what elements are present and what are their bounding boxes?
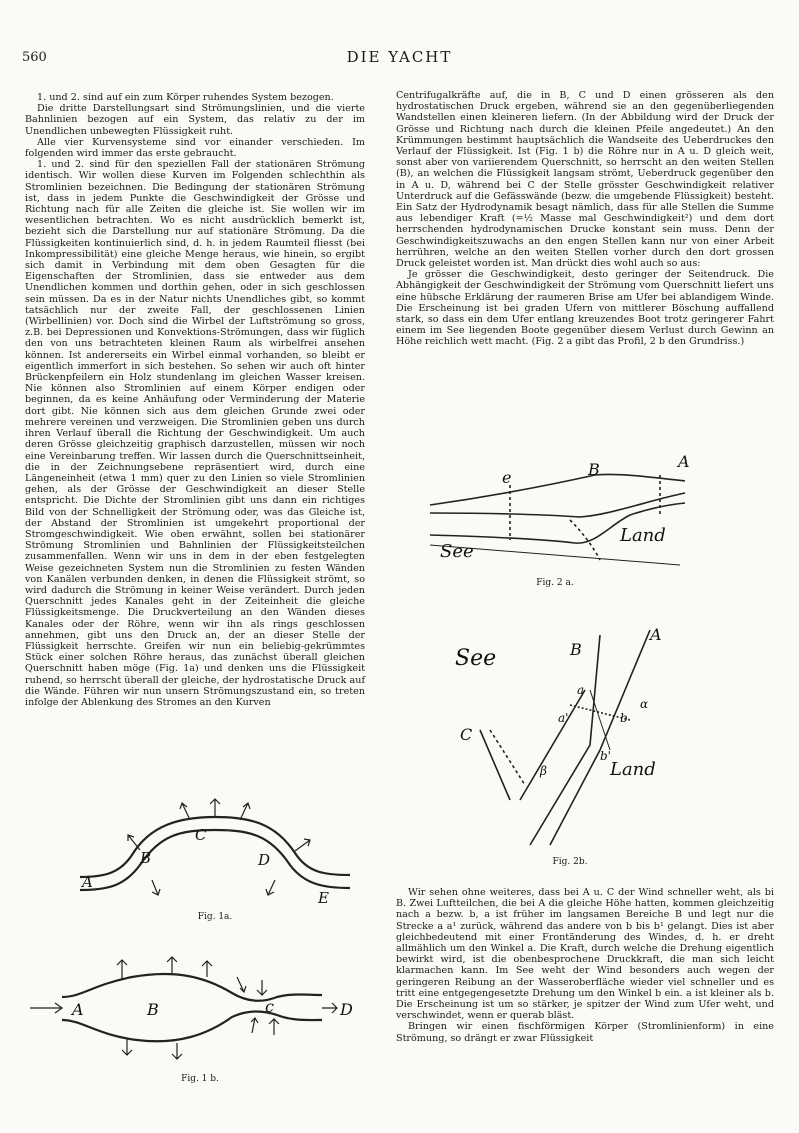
paragraph: Je grösser die Geschwindigkeit, desto geringer der Seitendruck. Die Abhängigkeit der Geschwindigkeit der Strömung vom Querschnitt liefert uns eine hübsche Erklärung der raumeren Brise am Ufer bei ablandigem Winde. Die Erscheinung ist bei graden Ufern von mittlerer Böschung auffallend stark, so dass ein dem Ufer entlang kreuzendes Boot trotz geringerer Fahrt einem im See liegenden Boote gegenüber diesem Verlust durch Gewinn an Höhe reichlich wett macht. (Fig. 2 a gibt das Profil, 2 b den Grundriss.)	[396, 269, 774, 348]
fig2b-label-beta: β	[540, 764, 547, 778]
fig2b-label-a-prime: a'	[558, 711, 569, 725]
paragraph: 1. und 2. sind für den speziellen Fall der stationären Strömung identisch. Wir wollen diese Kurven im Folgenden schlechthin als Stromlinien bezeichnen. Die Bedingung der stationären Strömung ist, dass in jedem Punkte die Geschwindigkeit der Grösse und Richtung nach für alle Zeiten die gleiche ist. Sie wollen wir im wesentlichen betrachten. Wo es nicht ausdrücklich bemerkt ist, bezieht sich die Darstellung nur auf stationäre Strömung. Da die Flüssigkeiten kontinuierlich sind, d. h. in jedem Raumteil fliesst (bei Inkompressibilität) eine gleiche Menge heraus, wie hinein, so ergibt sich damit in Verbindung mit dem oben Gesagten für die Eigenschaften der Stromlinien, dass sie entweder aus dem Unendlichen kommen und dorthin gehen, oder in sich geschlossen sein müssen. Da es in der Natur nichts Unendliches gibt, so kommt tatsächlich nur der zweite Fall, der geschlossenen Linien (Wirbellinien) vor. Doch sind die Wirbel der Luftströmung so gross, z.B. bei Depressionen und Konvektions-Strömungen, dass wir füglich den von uns betrachteten kleinen Raum als wirbelfrei ansehen können. Ist andererseits ein Wirbel einmal vorhanden, so bleibt er eigentlich immerfort in sich bestehen. So sehen wir auch oft hinter Brückenpfeilern ein Holz stundenlang im gleichen Wasser kreisen. Nie können also Stromlinien auf einem Körper endigen oder beginnen, da es keine Anhäufung oder Verminderung der Materie dort gibt. Nie können sich aus dem gleichen Grunde zwei oder mehrere vereinen und verzweigen. Die Stromlinien geben uns durch ihren Verlauf überall die Richtung der Geschwindigkeit. Um auch deren Grösse gleichzeitig graphisch darzustellen, müssen wir noch eine Vereinbarung treffen. Wir lassen durch die Querschnittseinheit, die in der Zeichnungsebene repräsentiert wird, durch eine Längeneinheit (etwa 1 mm) quer zu den Linien so viele Stromlinien gehen, als der Grösse der Geschwindigkeit an dieser Stelle entspricht. Die Dichte der Stromlinien gibt uns dann ein richtiges Bild von der Schnelligkeit der Strömung oder, was das Gleiche ist, der Abstand der Stromlinien ist umgekehrt proportional der Stromgeschwindigkeit. Wie oben erwähnt, sollen bei stationärer Strömung Stromlinien und Bahnlinien der Flüssigkeitsteilchen zusammenfallen. Wenn wir uns in dem in der eben festgelegten Weise gezeichneten System nun die Stromlinien zu festen Wänden von Kanälen verbunden denken, in denen die Flüssigkeit strömt, so wird dadurch die Strömung in keiner Weise verändert. Durch jeden Querschnitt jedes Kanales geht in der Zeiteinheit die gleiche Flüssigkeitsmenge. Die Druckverteilung an den Wänden dieses Kanales oder der Röhre, wenn wir ihn als rings geschlossen annehmen, gibt uns den Druck an, der an dieser Stelle der Flüssigkeit herrschte. Greifen wir nun ein beliebig-gekrümmtes Stück einer solchen Röhre heraus, das zunächst überall gleichen Querschnitt haben möge (Fig. 1a) und denken uns die Flüssigkeit ruhend, so herrscht überall der gleiche, der hydrostatische Druck auf die Wände. Führen wir nun unsern Strömungszustand ein, so treten infolge der Ablenkung des Stromes an den Kurven	[25, 159, 365, 708]
figure-1a	[70, 795, 360, 915]
fig2a-label-land: Land	[620, 525, 666, 546]
paragraph: Bringen wir einen fischförmigen Körper (Stromlinienform) in eine Strömung, so drängt er zwar Flüssigkeit	[396, 1021, 774, 1044]
figure-2a	[420, 445, 710, 575]
fig1a-label-e: E	[318, 889, 329, 907]
fig2a-caption: Fig. 2 a.	[536, 578, 574, 588]
paragraph: Die dritte Darstellungsart sind Strömungslinien, und die vierte Bahnlinien bezogen auf ein System, das relativ zu der im Unendlichen unbewegten Flüssigkeit ruht.	[25, 103, 365, 137]
fig1b-label-d: D	[340, 1000, 353, 1019]
page-number: 560	[22, 50, 47, 65]
fig2b-label-b-prime: b'	[600, 749, 611, 763]
fig2a-label-a: A	[678, 452, 690, 471]
fig2b-label-b-upper: B	[570, 640, 582, 659]
paragraph: Centrifugalkräfte auf, die in B, C und D einen grösseren als den hydrostatischen Druck ergeben, während sie an den gegenüberliegenden Wandstellen einen kleineren liefern. (In der Abbildung wird der Druck der Grösse und Richtung nach durch die kleinen Pfeile angedeutet.) An den Krümmungen bestimmt hauptsächlich die Wandseite des Ueberdruckes den Verlauf der Flüssigkeit. Ist (Fig. 1 b) die Röhre nur in A u. D gleich weit, sonst aber von variierendem Querschnitt, so herrscht an den weiten Stellen (B), an welchen die Flüssigkeit langsam strömt, Ueberdruck gegenüber den in A u. D, während bei C der Stelle grösster Geschwindigkeit relativer Unterdruck auf die Gefässwände (bezw. die umgebende Flüssigkeit) besteht. Ein Satz der Hydrodynamik besagt nämlich, dass für alle Stellen die Summe aus lebendiger Kraft (=½ Masse mal Geschwindigkeit²) und dem dort herrschenden hydrodynamischen Drucke konstant sein muss. Denn der Geschwindigkeitszuwachs an den engen Stellen kann nur von einer Arbeit herrühren, welche an den weiten Stellen vorher durch den dort grossen Druck geleistet worden ist. Man drückt dies wohl auch so aus:	[396, 90, 774, 270]
fig1b-label-a: A	[72, 1000, 84, 1019]
fig2b-caption: Fig. 2b.	[552, 857, 588, 867]
figure-2b	[450, 620, 720, 855]
fig2b-label-alpha: α	[640, 697, 649, 711]
fig1b-label-b: B	[147, 1000, 159, 1019]
fig2b-label-see: See	[455, 646, 497, 671]
fig2b-label-c: C	[460, 725, 473, 744]
bottom-right-column	[396, 887, 774, 1044]
fig2b-label-a-lower: a	[577, 683, 585, 697]
fig1b-label-c: c	[265, 997, 274, 1016]
figure-1b	[22, 955, 362, 1070]
fig2a-label-e: e	[502, 468, 512, 487]
left-column	[25, 92, 365, 708]
fig1b-caption: Fig. 1 b.	[181, 1074, 219, 1084]
paragraph: Wir sehen ohne weiteres, dass bei A u. C der Wind schneller weht, als bi B. Zwei Luftteilchen, die bei A die gleiche Höhe hatten, kommen gleichzeitig nach a bezw. b, a ist früher im langsamen Bereiche B und legt nur die Strecke a a¹ zurück, während das andere von b bis b¹ gelangt. Dies ist aber gleichbedeutend mit einer Frontänderung des Windes, d. h. er dreht allmählich um den Winkel a. Die Kraft, durch welche die Drehung eigentlich bewirkt wird, ist die obenbesprochene Druckkraft, die man sich leicht klarmachen kann. Im See weht der Wind besonders auch wegen der geringeren Reibung an der Wasseroberfläche wieder viel schneller und es tritt eine entgegengesetzte Drehung um den Winkel b ein. a ist kleiner als b. Die Erscheinung ist um so stärker, je spitzer der Wind zum Ufer weht, und verschwindet, wenn er querab bläst.	[396, 887, 774, 1022]
fig2b-label-land: Land	[610, 759, 656, 780]
fig1a-label-a: A	[82, 873, 93, 891]
fig2a-label-b: B	[588, 460, 600, 479]
paragraph: 1. und 2. sind auf ein zum Körper ruhendes System bezogen.	[37, 92, 334, 103]
fig1a-label-d: D	[258, 851, 271, 869]
fig2a-label-see: See	[440, 541, 474, 562]
right-column	[396, 90, 774, 348]
fig1a-label-b: B	[140, 849, 152, 867]
running-head: DIE YACHT	[346, 48, 453, 66]
fig2b-label-b-lower: b	[620, 711, 628, 725]
fig2b-label-a-upper: A	[650, 625, 662, 644]
fig1a-caption: Fig. 1a.	[197, 912, 233, 922]
paragraph: Alle vier Kurvensysteme sind vor einander verschieden. Im folgenden wird immer das erste gebraucht.	[25, 136, 365, 160]
fig1a-label-c: C	[195, 826, 207, 844]
